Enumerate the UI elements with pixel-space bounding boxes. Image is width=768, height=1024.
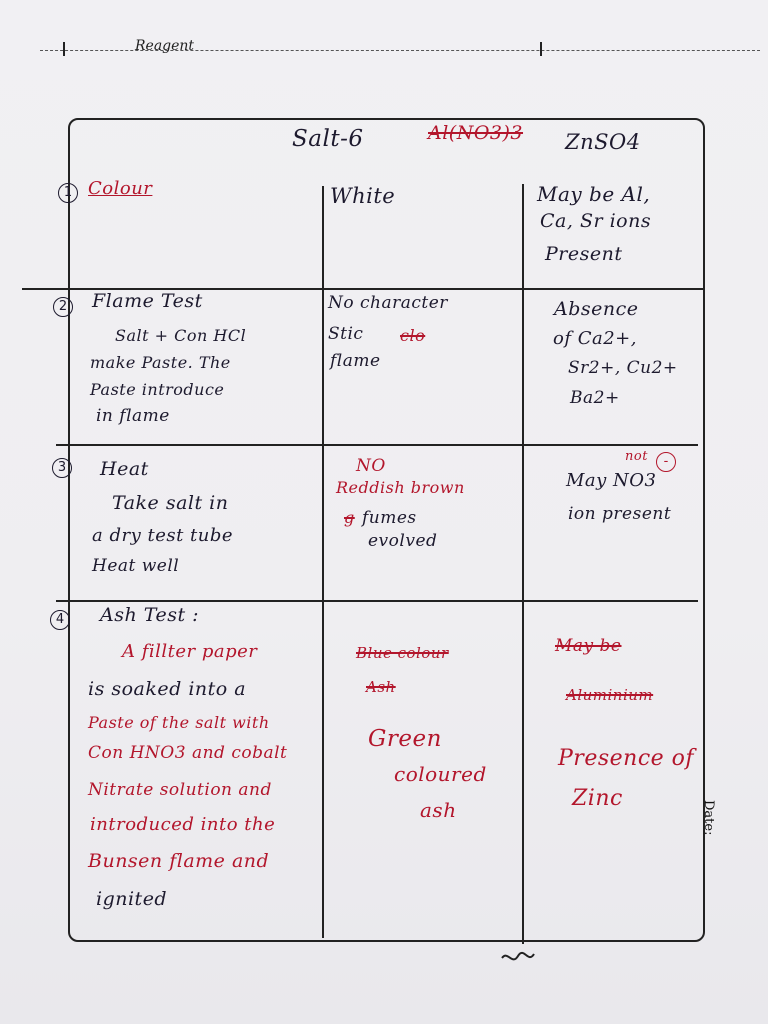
observation-text: Green bbox=[368, 726, 442, 752]
experiment-text: in flame bbox=[96, 406, 170, 426]
experiment-text: is soaked into a bbox=[88, 678, 247, 700]
salt-formula: ZnSO4 bbox=[565, 130, 641, 154]
struck-text: g bbox=[344, 508, 355, 527]
observation-text: ash bbox=[420, 798, 457, 822]
row-number: 1 bbox=[58, 183, 78, 203]
row-divider bbox=[56, 444, 698, 446]
row-divider bbox=[56, 600, 698, 602]
inference-text: of Ca2+, bbox=[553, 328, 637, 349]
struck-text: Ash bbox=[366, 678, 396, 696]
row-number: 2 bbox=[53, 297, 73, 317]
observation-text: flame bbox=[330, 351, 381, 371]
experiment-text: a dry test tube bbox=[92, 525, 234, 546]
observation-text: fumes bbox=[362, 508, 417, 528]
observation-text: No character bbox=[328, 293, 448, 313]
inference-text: Ca, Sr ions bbox=[540, 210, 652, 232]
inference-text: Absence bbox=[554, 298, 639, 320]
struck-text: May be bbox=[555, 636, 622, 656]
inference-text: Present bbox=[545, 243, 623, 265]
experiment-text: Take salt in bbox=[112, 492, 229, 514]
row-number: 3 bbox=[52, 458, 72, 478]
struck-formula: Al(NO3)3 bbox=[428, 122, 524, 144]
top-rule-tick bbox=[540, 42, 542, 56]
experiment-heading: Heat bbox=[100, 458, 149, 480]
experiment-text: Paste introduce bbox=[90, 380, 225, 399]
inference-text: ion present bbox=[568, 504, 672, 524]
observation-text: NO bbox=[356, 456, 386, 476]
experiment-heading: Colour bbox=[88, 178, 153, 199]
experiment-text: Con HNO3 and cobalt bbox=[88, 743, 288, 763]
experiment-heading: Ash Test : bbox=[100, 604, 200, 626]
salt-title: Salt-6 bbox=[292, 126, 364, 152]
observation-text: Reddish brown bbox=[336, 478, 465, 497]
struck-text: Blue colour bbox=[356, 644, 449, 662]
row-number: 4 bbox=[50, 610, 70, 630]
observation-text: evolved bbox=[368, 531, 438, 551]
column-divider bbox=[322, 186, 324, 938]
inference-text: Zinc bbox=[572, 786, 623, 811]
top-rule-tick bbox=[63, 42, 65, 56]
experiment-text: Heat well bbox=[92, 556, 180, 576]
circled-mark: - bbox=[656, 452, 676, 472]
experiment-text: A fillter paper bbox=[122, 641, 258, 662]
inference-text: May be Al, bbox=[537, 182, 651, 206]
pen-scribble bbox=[500, 948, 536, 970]
inference-text: Presence of bbox=[558, 746, 695, 771]
inference-text: Ba2+ bbox=[570, 388, 620, 408]
struck-text: clo bbox=[400, 326, 426, 345]
inference-text: May NO3 bbox=[566, 470, 657, 491]
experiment-text: Nitrate solution and bbox=[88, 780, 272, 800]
inserted-word: not bbox=[625, 449, 648, 464]
experiment-text: make Paste. The bbox=[90, 353, 231, 372]
date-label: Date: bbox=[701, 800, 716, 836]
experiment-text: Salt + Con HCl bbox=[115, 326, 247, 345]
struck-text: Aluminium bbox=[566, 686, 654, 704]
inference-text: Sr2+, Cu2+ bbox=[568, 358, 678, 378]
experiment-heading: Flame Test bbox=[92, 290, 203, 312]
experiment-text: ignited bbox=[96, 888, 168, 910]
observation-text: Stic bbox=[328, 324, 364, 344]
header-fragment: Reagent bbox=[135, 38, 195, 54]
observation-text: coloured bbox=[394, 762, 487, 786]
experiment-text: Paste of the salt with bbox=[88, 713, 270, 732]
experiment-text: Bunsen flame and bbox=[88, 850, 270, 872]
observation-text: White bbox=[330, 184, 396, 208]
experiment-text: introduced into the bbox=[90, 814, 276, 835]
column-divider bbox=[522, 184, 524, 944]
